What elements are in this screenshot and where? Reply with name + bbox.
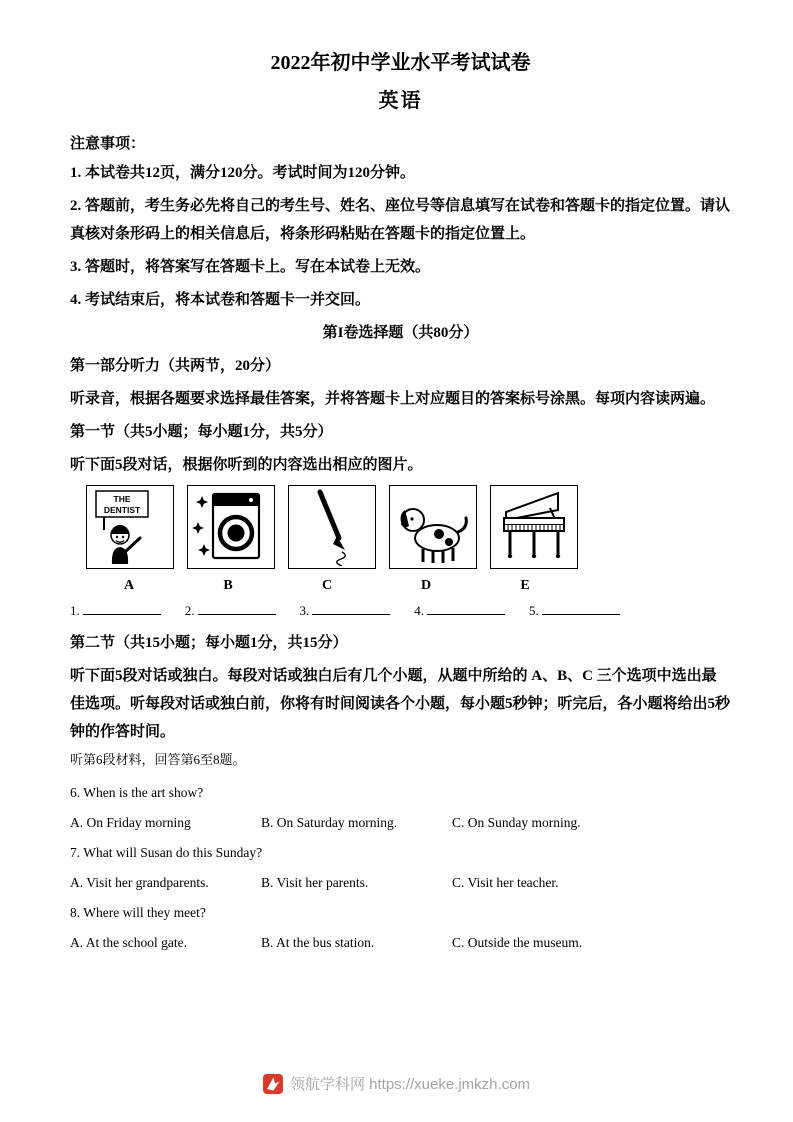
picture-label: D	[420, 578, 432, 593]
blank-line	[427, 601, 505, 615]
question-7	[70, 844, 731, 891]
section-two-instructions: 听下面5段对话或独白。每段对话或独白后有几个小题，从题中所给的 A、B、C 三个选项中选出最佳选项。听每段对话或独白前，你将有时间阅读各个小题，每小题5秒钟；听完后，各小题将给出5秒钟的作答时间。	[70, 668, 731, 740]
answer-blank	[529, 601, 620, 621]
option-b: B. On Saturday morning.	[261, 815, 398, 830]
dentist-icon	[88, 488, 172, 566]
blank-number: 1.	[70, 603, 80, 618]
question-options	[70, 814, 731, 831]
blank-number: 3.	[299, 603, 310, 618]
picture-label: E	[520, 578, 530, 593]
question-6	[70, 784, 731, 831]
picture-option-c	[288, 485, 376, 569]
option-b: B. Visit her parents.	[261, 875, 369, 890]
notice-item: 4. 考试结束后，将本试卷和答题卡一并交回。	[70, 292, 371, 308]
dentist-sign-line1: THE	[113, 494, 131, 504]
picture-labels-row	[86, 575, 731, 597]
dentist-sign-line2: DENTIST	[103, 505, 141, 515]
option-a: A. At the school gate.	[70, 935, 187, 950]
option-b: B. At the bus station.	[261, 935, 375, 950]
material-note: 听第6段材料，回答第6至8题。	[70, 752, 246, 767]
notices-heading: 注意事项：	[70, 136, 146, 152]
washing-machine-icon	[189, 488, 273, 566]
option-a: A. On Friday morning	[70, 815, 191, 830]
part-title: 第一部分听力（共两节，20分）	[70, 358, 281, 374]
option-c: C. On Sunday morning.	[452, 815, 581, 830]
blank-number: 5.	[529, 603, 539, 618]
notice-item: 2. 答题前，考生务必先将自己的考生号、姓名、座位号等信息填写在试卷和答题卡的指定位置。请认真核对条形码上的相关信息后，将条形码粘贴在答题卡的指定位置上。	[70, 198, 731, 242]
answer-blank	[300, 601, 391, 621]
subject-title: 英语	[378, 90, 423, 112]
grand-piano-icon	[492, 488, 576, 566]
question-options	[70, 934, 731, 951]
question-text: 8. Where will they meet?	[70, 905, 206, 920]
section-one-title: 第一节（共5小题；每小题1分，共5分）	[70, 424, 333, 440]
option-a: A. Visit her grandparents.	[70, 875, 209, 890]
notice-item: 3. 答题时，将答案写在答题卡上。写在本试卷上无效。	[70, 259, 431, 275]
site-watermark-text: 领航学科网 https://xueke.jmkzh.com	[289, 1076, 531, 1093]
answer-blank	[414, 601, 505, 621]
question-8	[70, 904, 731, 951]
section-two-title: 第二节（共15小题；每小题1分，共15分）	[70, 635, 348, 651]
listening-instructions: 听录音，根据各题要求选择最佳答案，并将答题卡上对应题目的答案标号涂黑。每项内容读两遍。	[70, 391, 716, 407]
blank-number: 2.	[184, 603, 195, 618]
question-text: 7. What will Susan do this Sunday?	[70, 845, 263, 860]
option-c: C. Outside the museum.	[452, 935, 583, 950]
answer-blank	[70, 601, 161, 621]
question-options	[70, 874, 731, 891]
blank-line	[542, 601, 620, 615]
section-one-instructions: 听下面5段对话，根据你听到的内容选出相应的图片。	[70, 457, 423, 473]
picture-label: A	[123, 578, 135, 593]
blank-line	[83, 601, 161, 615]
site-watermark	[0, 1073, 793, 1094]
option-c: C. Visit her teacher.	[452, 875, 559, 890]
notice-item: 1. 本试卷共12页，满分120分。考试时间为120分钟。	[70, 165, 416, 181]
blank-number: 4.	[414, 603, 424, 618]
picture-options-row	[86, 485, 731, 569]
picture-label: C	[321, 578, 333, 593]
question-text: 6. When is the art show?	[70, 785, 204, 800]
page-title: 2022年初中学业水平考试试卷	[270, 52, 531, 74]
site-logo-icon	[263, 1074, 283, 1094]
picture-option-a	[86, 485, 174, 569]
answer-blank	[185, 601, 276, 621]
picture-option-e	[490, 485, 578, 569]
answer-blanks-row	[70, 601, 731, 621]
picture-option-d	[389, 485, 477, 569]
picture-label: B	[223, 578, 233, 593]
pen-icon	[290, 488, 374, 566]
blank-line	[198, 601, 276, 615]
picture-option-b	[187, 485, 275, 569]
dog-icon	[391, 488, 475, 566]
volume-title: 第I卷选择题（共80分）	[322, 325, 479, 341]
blank-line	[312, 601, 390, 615]
